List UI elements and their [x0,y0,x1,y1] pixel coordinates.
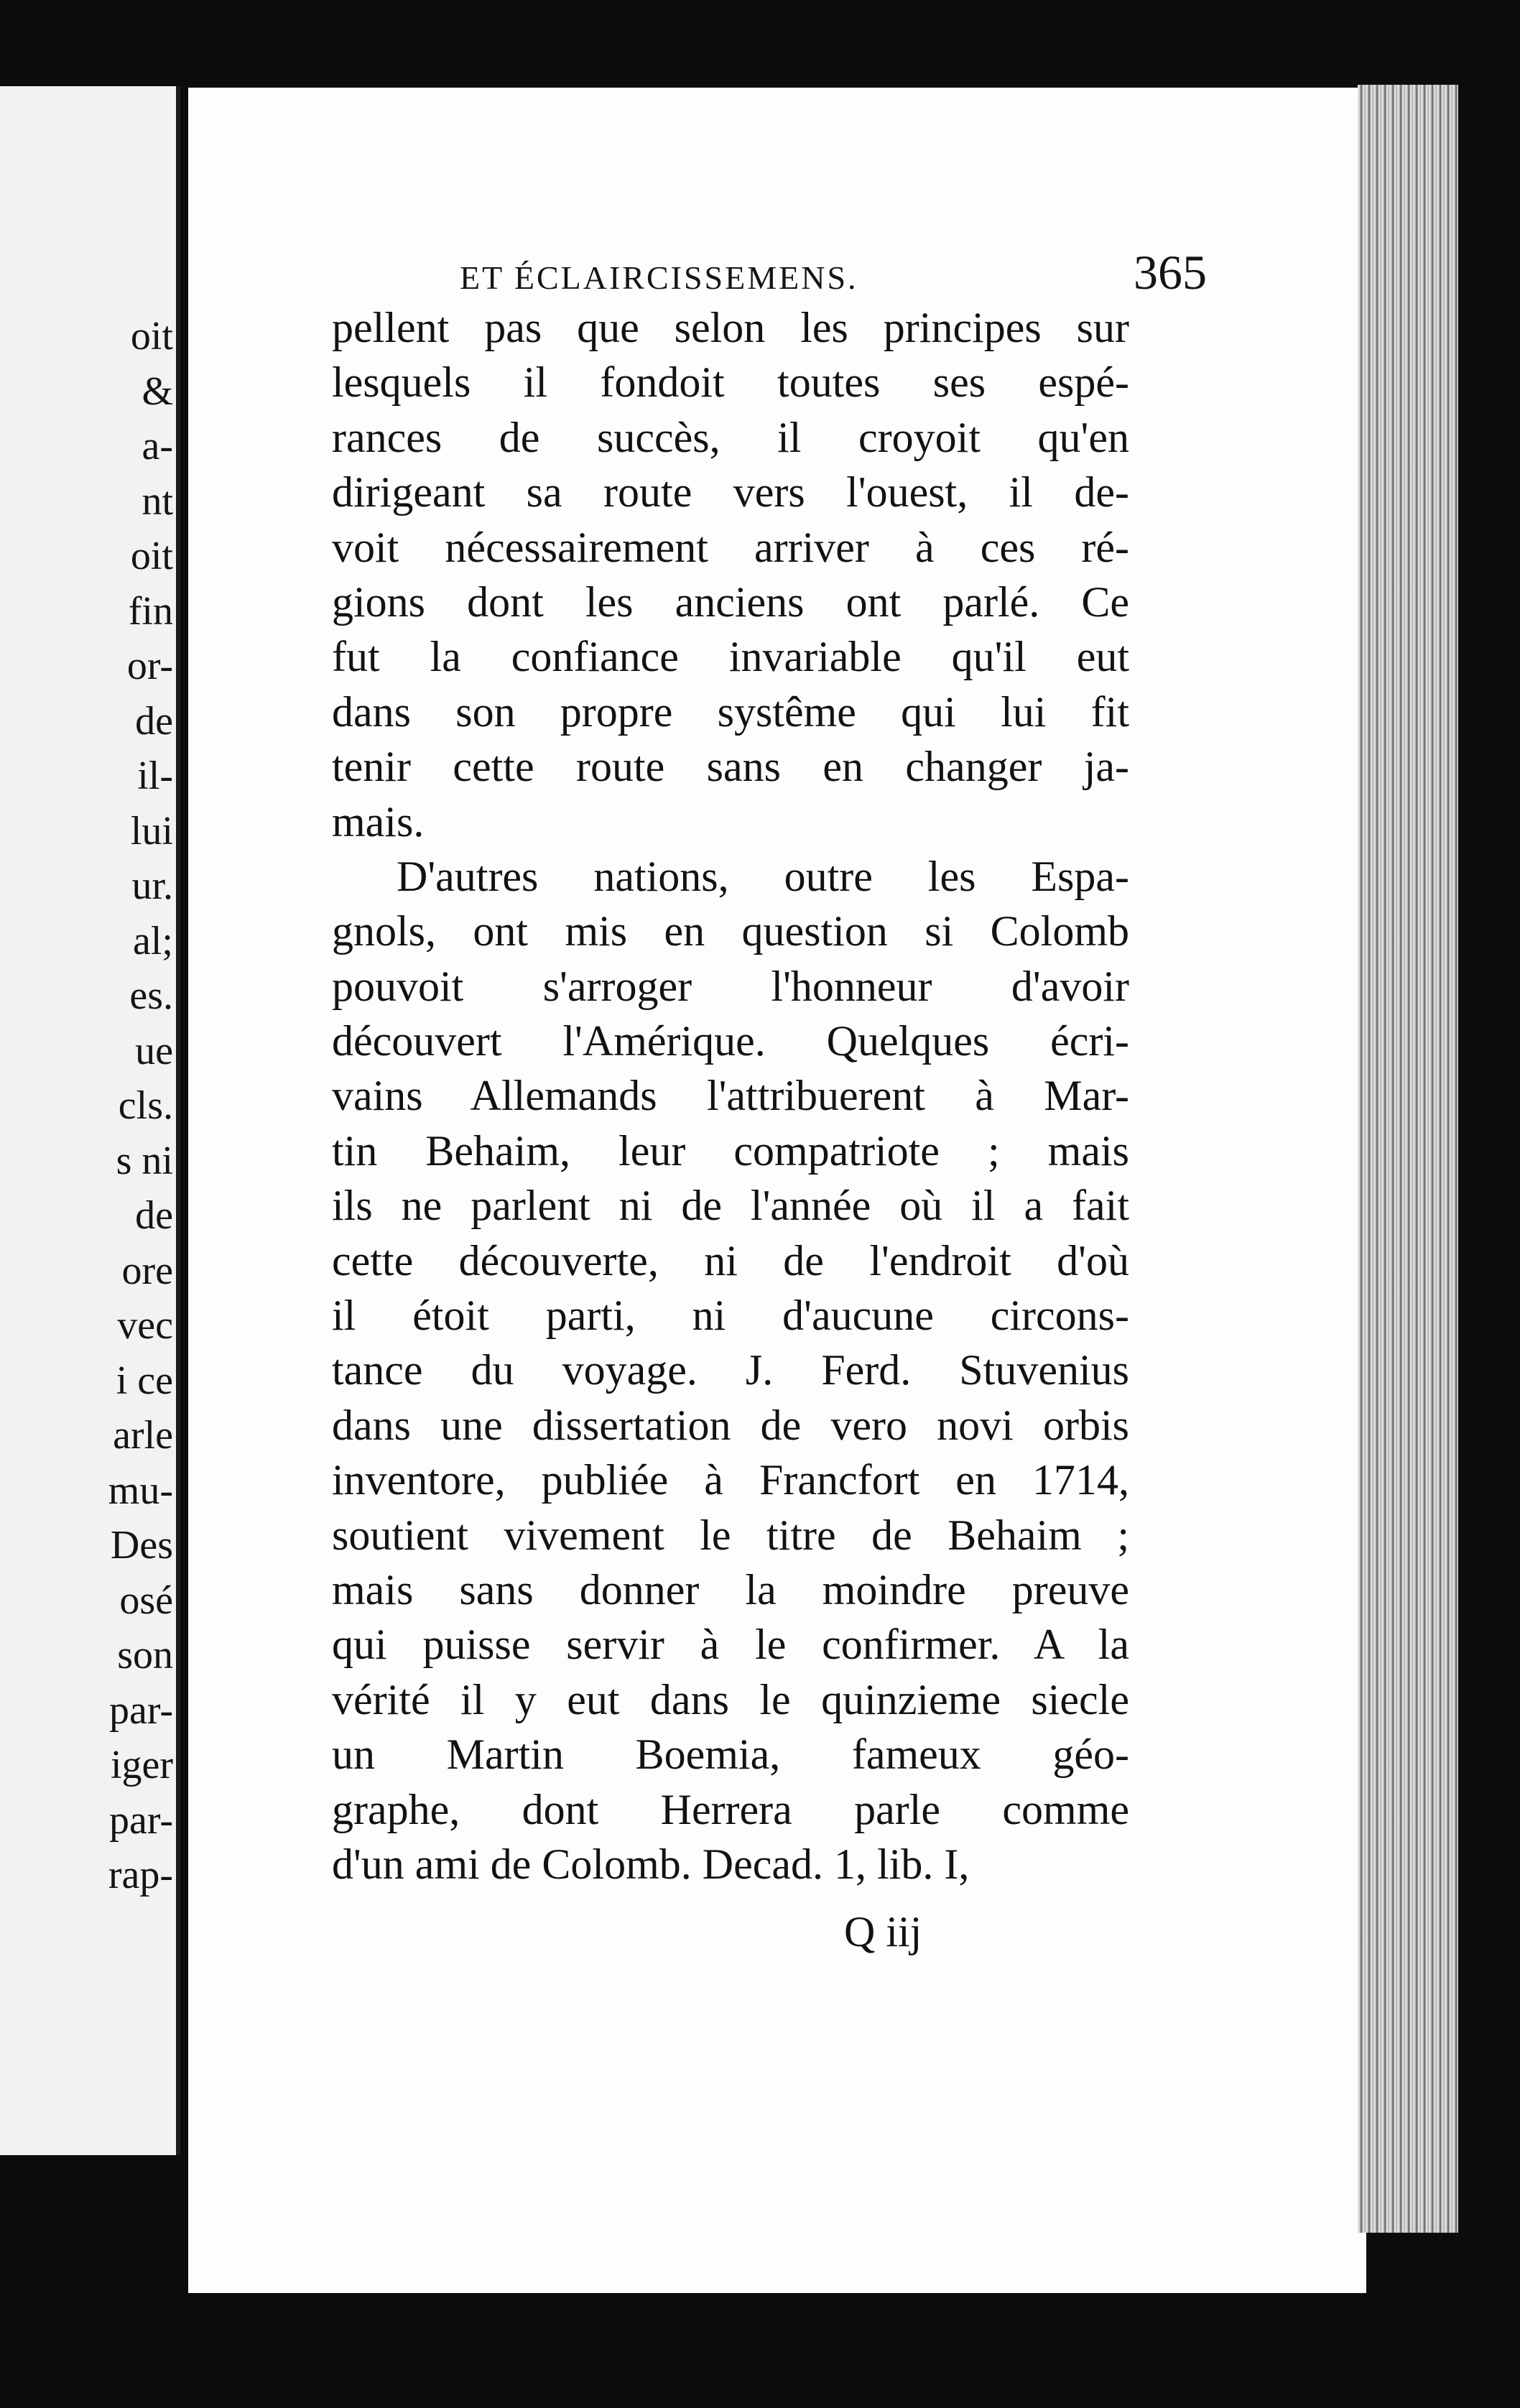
text-line: gnols, ont mis en question si Colomb [332,907,1129,955]
text-line: découvert l'Amérique. Quelques écri- [332,1017,1129,1065]
left-page-fragment: a- [142,424,173,468]
left-page-fragment: lui [130,808,173,853]
left-page-fragment: de [135,1193,173,1238]
left-page-fragment: par- [108,1797,173,1843]
text-line: vérité il y eut dans le quinzieme siecle [332,1675,1129,1723]
left-page-fragment: iger [110,1743,173,1787]
page-number: 365 [1134,245,1207,300]
text-line: il étoit parti, ni d'aucune circons- [332,1292,1129,1340]
text-line: dans son propre systême qui lui fit [332,687,1129,736]
text-line: pouvoit s'arroger l'honneur d'avoir [332,962,1129,1010]
page-edges [1358,85,1458,2233]
text-line: un Martin Boemia, fameux géo- [332,1731,1129,1779]
page-header [460,244,1207,301]
left-page-fragment: par- [108,1687,173,1733]
text-line: pellent pas que selon les principes sur [332,304,1129,351]
left-page-fragment: ue [135,1028,173,1073]
text-line: D'autres nations, outre les Espa- [397,852,1129,900]
left-page-fragment: Des [110,1523,173,1567]
left-page-fragment: arle [113,1413,173,1458]
left-page-fragment: i ce [116,1358,173,1403]
left-page-fragment: es. [129,973,173,1018]
running-head: ET ÉCLAIRCISSEMENS. [460,259,858,296]
text-line: cette découverte, ni de l'endroit d'où [332,1236,1129,1284]
left-page-fragment: ur. [131,863,173,908]
text-line: mais. [332,797,425,846]
left-page-fragment: oit [130,534,173,578]
left-page-fragment: al; [133,918,173,963]
left-page-fragment: il- [137,754,173,798]
text-line: soutient vivement le titre de Behaim ; [332,1511,1129,1559]
text-line: d'un ami de Colomb. Decad. 1, lib. I, [332,1840,970,1888]
left-page-fragment: ore [121,1248,173,1293]
text-line: fut la confiance invariable qu'il eut [332,633,1129,681]
text-line: graphe, dont Herrera parle comme [332,1785,1129,1833]
left-page-fragment: osé [119,1578,173,1623]
body-text [332,300,1129,1891]
left-page-fragment: mu- [108,1468,173,1513]
text-line: inventore, publiée à Francfort en 1714, [332,1456,1129,1504]
text-line: tenir cette route sans en changer ja- [332,743,1129,791]
left-page-fragment: de [135,698,173,744]
text-line: dirigeant sa route vers l'ouest, il de- [332,468,1129,517]
text-line: dans une dissertation de vero novi orbis [332,1401,1129,1449]
text-line: lesquels il fondoit toutes ses espé- [332,358,1129,407]
left-page-fragment: cls. [118,1083,173,1128]
text-line: vains Allemands l'attribuerent à Mar- [332,1072,1129,1120]
left-page-fragment: & [142,369,173,414]
text-line: gions dont les anciens ont parlé. Ce [332,578,1129,626]
text-line: tance du voyage. J. Ferd. Stuvenius [332,1346,1129,1394]
signature-mark: Q iij [844,1908,922,1955]
text-line: mais sans donner la moindre preuve [332,1565,1129,1613]
left-page-fragment: son [117,1633,173,1677]
text-line: tin Behaim, leur compatriote ; mais [332,1126,1129,1175]
left-page-fragment: s ni [116,1138,173,1183]
left-page-fragment: rap- [108,1853,173,1897]
left-page [0,86,180,2155]
left-page-fragment: vec [117,1303,173,1348]
left-page-fragment: or- [126,644,173,688]
text-line: rances de succès, il croyoit qu'en [332,413,1129,461]
left-page-fragment: fin [128,588,173,634]
text-line: ils ne parlent ni de l'année où il a fait [332,1182,1129,1230]
left-page-text-fragments [108,309,173,1903]
left-page-fragment: oit [130,314,173,358]
text-line: voit nécessairement arriver à ces ré- [332,523,1129,571]
left-page-fragment: nt [142,478,173,524]
text-line: qui puisse servir à le confirmer. A la [332,1621,1129,1669]
